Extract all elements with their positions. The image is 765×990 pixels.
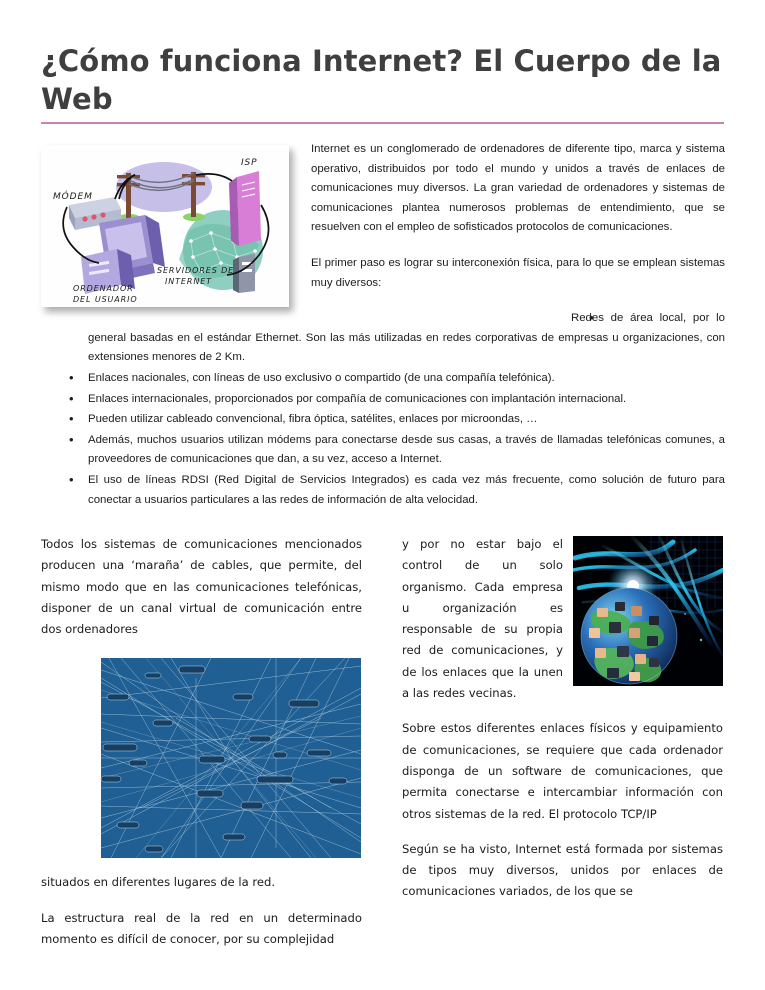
right-paragraph-3: Según se ha visto, Internet está formada por sistemas de tipos muy diversos, unidos por enlaces de comunicaciones variados, de los que se — [402, 841, 723, 899]
title-divider-rule — [41, 122, 724, 124]
label-isp: ISP — [241, 158, 258, 168]
label-servers-line2: INTERNET — [165, 277, 212, 286]
page-title-block — [41, 42, 725, 118]
intro-paragraph-2: El primer paso es lograr su interconexión física, para lo que se emplean sistemas muy diversos: — [311, 256, 725, 289]
list-item: • Enlaces internacionales, proporcionados por compañía de comunicaciones con implantación internacional. — [41, 390, 725, 410]
intro-paragraph-1: Internet es un conglomerado de ordenadores de diferente tipo, marca y sistema operativo, distribuidos por todo el mundo y unidos a través de enlaces de comunicaciones muy diversos. La gran variedad de ordenadores y sistemas de comunicaciones plantea numerosos problemas de entendimiento, que se resuelven con el empleo de sofisticados protocolos de comunicaciones. — [311, 143, 725, 234]
isp-diagram-graphic — [41, 145, 289, 307]
network-mesh-graphic — [101, 658, 361, 858]
page-title: ¿Cómo funciona Internet? El Cuerpo de la Web — [41, 44, 722, 116]
list-item: • Además, muchos usuarios utilizan módems para conectarse desde sus casas, a través de llamadas telefónicas comunes, a proveedores de comunicaciones que dan, a su vez, acceso a Internet. — [41, 431, 725, 470]
connection-methods-list — [41, 309, 725, 510]
upper-content-section — [41, 140, 725, 511]
right-paragraph-1: y por no estar bajo el control de un solo organismo. Cada empresa u organización es responsable de su propia red de comunicaciones, y de los enlaces que la unen a las redes vecinas. — [402, 537, 563, 701]
label-modem: MÓDEM — [53, 192, 93, 202]
lower-two-column-section — [41, 534, 725, 947]
label-user-line2: DEL USUARIO — [73, 295, 138, 304]
label-servers-line1: SERVIDORES DE — [157, 266, 235, 275]
network-topology-map — [101, 658, 361, 858]
label-user-line1: ORDENADOR — [73, 284, 134, 293]
left-paragraph-3: La estructura real de la red en un determinado momento es difícil de conocer, por su complejidad — [41, 910, 362, 947]
globe-graphic — [573, 536, 723, 686]
list-item: • Redes de área local, por lo general basadas en el estándar Ethernet. Son las más utilizadas en redes corporativas de empresas u organizaciones, con extensiones menores de 2 Km. — [41, 309, 725, 368]
left-column — [41, 534, 362, 964]
right-column — [402, 534, 723, 917]
list-item: • El uso de líneas RDSI (Red Digital de Servicios Integrados) es cada vez más frecuente, como solución de futuro para conectar a usuarios particulares a las redes de información de alta velocidad. — [41, 471, 725, 510]
global-internet-globe — [573, 536, 723, 686]
list-item: • Enlaces nacionales, con líneas de uso exclusivo o compartido (de una compañía telefónica). — [41, 369, 725, 389]
left-paragraph-2: situados en diferentes lugares de la red. — [41, 875, 276, 890]
list-item: • Pueden utilizar cableado convencional, fibra óptica, satélites, enlaces por microondas, … — [41, 410, 725, 430]
isp-connection-diagram — [41, 145, 289, 307]
left-paragraph-1: Todos los sistemas de comunicaciones mencionados producen una ‘maraña’ de cables, que permite, del mismo modo que en las comunicaciones telefónicas, disponer de un canal virtual de comunicación entre dos ordenadores — [41, 537, 362, 637]
right-paragraph-2: Sobre estos diferentes enlaces físicos y equipamiento de comunicaciones, se requiere que cada ordenador disponga de un software de comunicaciones, que permita conectarse e intercambiar información con otros sistemas de la red. El protocolo TCP/IP — [402, 721, 723, 821]
